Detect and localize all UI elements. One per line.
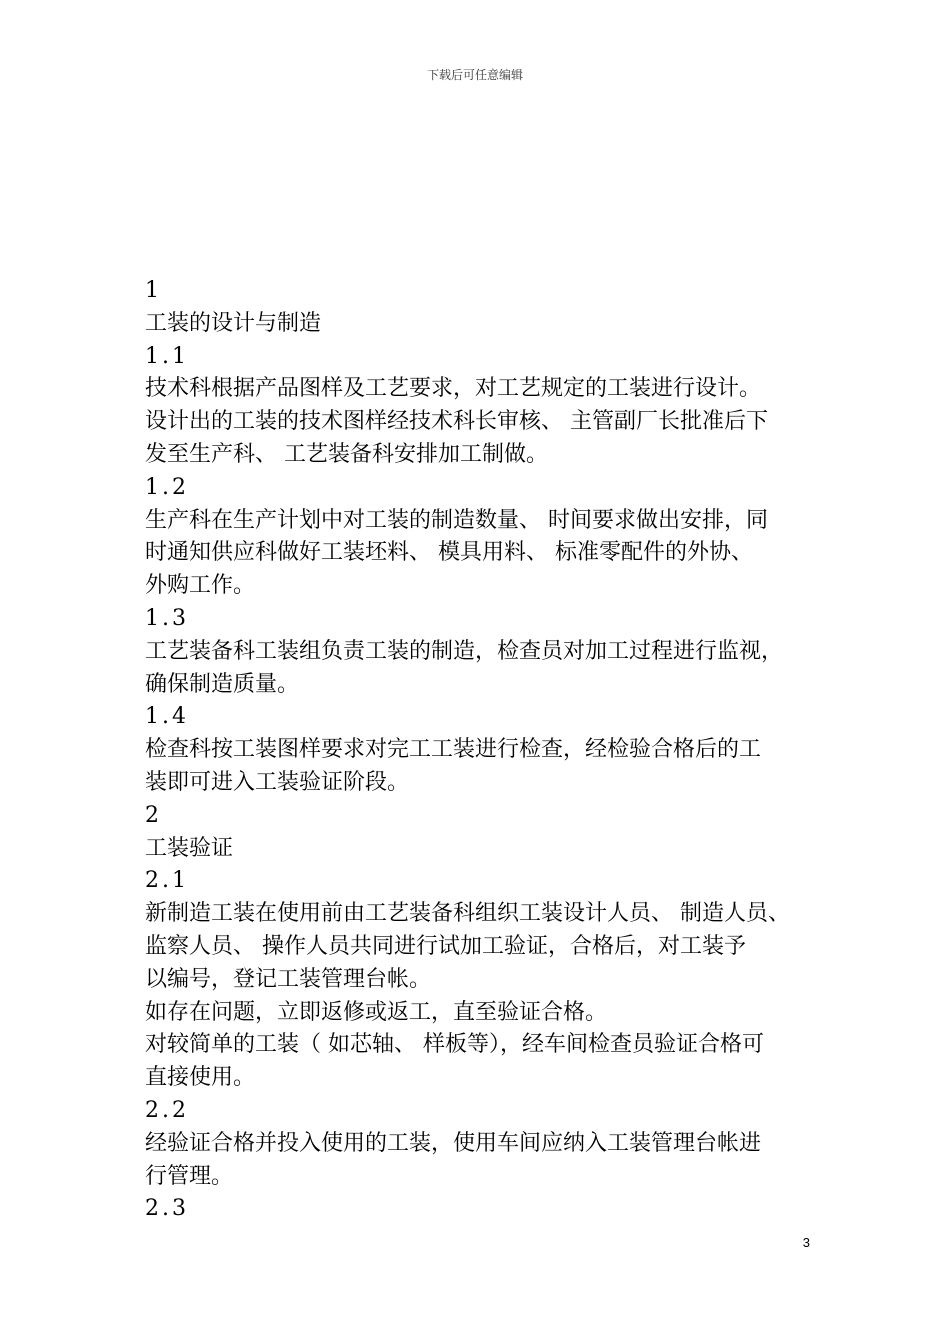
section-number: 2 xyxy=(145,802,162,828)
paragraph-line: 直接使用。 xyxy=(145,1065,256,1091)
document-body xyxy=(145,275,825,1226)
section-heading: 工装验证 xyxy=(145,835,234,861)
paragraph-line: 发至生产科、 工艺装备科安排加工制做。 xyxy=(145,441,548,467)
paragraph-line: 经验证合格并投入使用的工装，使用车间应纳入工装管理台帐进 xyxy=(145,1130,762,1156)
subsection-number: 1.4 xyxy=(145,704,189,730)
subsection-number: 2.3 xyxy=(145,1196,189,1222)
paragraph-line: 如存在问题，立即返修或返工，直至验证合格。 xyxy=(145,999,608,1025)
paragraph-line: 监察人员、 操作人员共同进行试加工验证，合格后，对工装予 xyxy=(145,933,746,959)
paragraph-line: 工艺装备科工装组负责工装的制造，检查员对加工过程进行监视， xyxy=(145,638,784,664)
paragraph-line: 外购工作。 xyxy=(145,573,256,599)
paragraph-line: 装即可进入工装验证阶段。 xyxy=(145,769,410,795)
paragraph-line: 行管理。 xyxy=(145,1163,234,1189)
subsection-number: 1.2 xyxy=(145,474,189,500)
paragraph-line: 新制造工装在使用前由工艺装备科组织工装设计人员、 制造人员、 xyxy=(145,901,790,927)
paragraph-line: 生产科在生产计划中对工装的制造数量、 时间要求做出安排，同 xyxy=(145,507,768,533)
paragraph-line: 时通知供应科做好工装坯料、 模具用料、 标准零配件的外协、 xyxy=(145,540,753,566)
header-note: 下载后可任意编辑 xyxy=(426,68,523,82)
paragraph-line: 设计出的工装的技术图样经技术科长审核、 主管副厂长批准后下 xyxy=(145,409,768,435)
paragraph-line: 对较简单的工装（ 如芯轴、 样板等），经车间检查员验证合格可 xyxy=(145,1032,764,1058)
subsection-number: 1.3 xyxy=(145,605,189,631)
subsection-number: 2.2 xyxy=(145,1097,189,1123)
subsection-number: 1.1 xyxy=(145,343,189,369)
page-number: 3 xyxy=(802,1235,810,1250)
paragraph-line: 检查科按工装图样要求对完工工装进行检查，经检验合格后的工 xyxy=(145,737,762,763)
paragraph-line: 确保制造质量。 xyxy=(145,671,300,697)
section-heading: 工装的设计与制造 xyxy=(145,310,322,336)
section-number: 1 xyxy=(145,278,162,303)
paragraph-line: 技术科根据产品图样及工艺要求，对工艺规定的工装进行设计。 xyxy=(145,376,762,402)
paragraph-line: 以编号，登记工装管理台帐。 xyxy=(145,966,432,992)
subsection-number: 2.1 xyxy=(145,868,189,894)
